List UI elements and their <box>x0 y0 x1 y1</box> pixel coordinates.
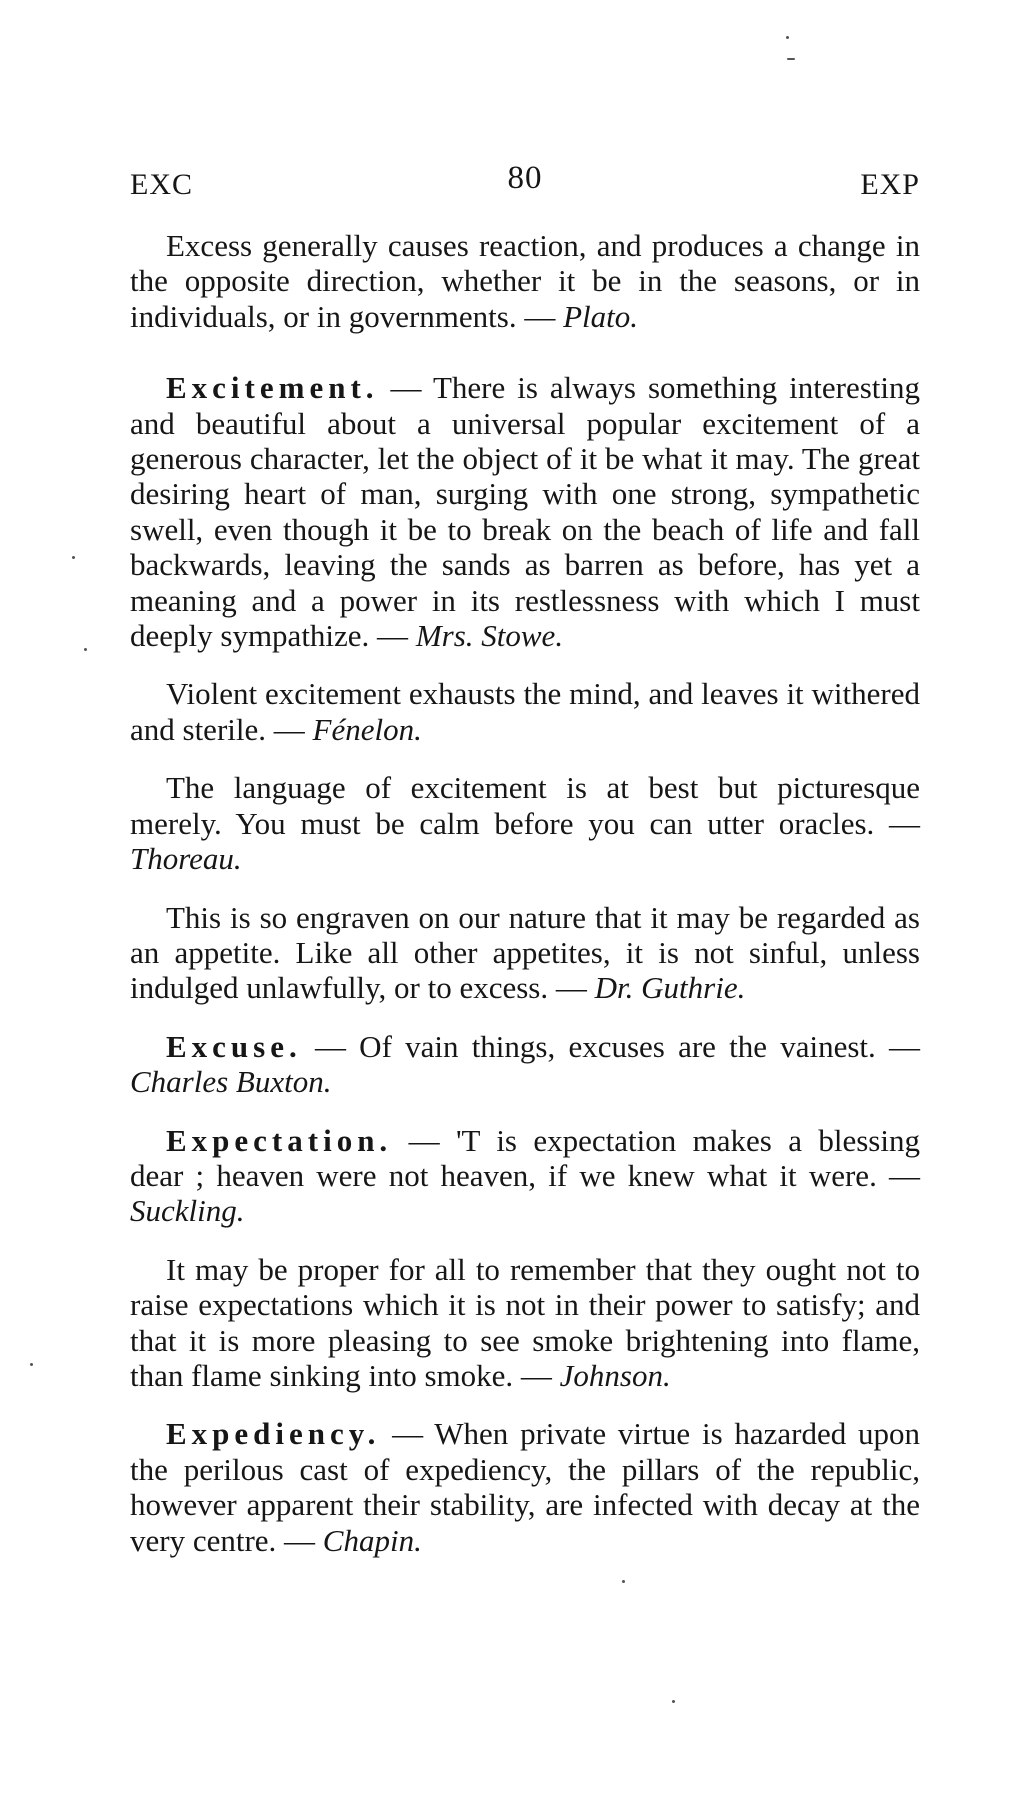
quotation-author: Chapin. <box>322 1522 422 1558</box>
entry-headword: Excitement. <box>166 370 379 406</box>
quotation-paragraph <box>130 676 920 747</box>
page-body <box>130 228 920 1558</box>
quotation-author: Mrs. Stowe. <box>415 618 564 654</box>
quotation-paragraph <box>130 770 920 876</box>
quotation-text: — 'T is expectation makes a blessing dear ; heaven were not heaven, if we knew what it were. — <box>130 1122 920 1193</box>
entry-headword: Excuse. <box>166 1028 302 1064</box>
ink-speck <box>30 1363 33 1366</box>
quotation-author: Charles Buxton. <box>130 1064 332 1100</box>
quotation-text: This is so engraven on our nature that it may be regarded as an appetite. Like all other appetites, it is not sinful, unless indulged unlawfully, or to excess. — <box>130 899 920 1006</box>
quotation-author: Dr. Guthrie. <box>594 970 746 1006</box>
entry-headword: Expectation. <box>166 1122 393 1158</box>
entry-paragraph-expectation <box>130 1123 920 1229</box>
page-number: 80 <box>507 160 543 196</box>
entry-headword: Expediency. <box>166 1416 381 1452</box>
quotation-paragraph <box>130 900 920 1006</box>
entry-paragraph-excitement <box>130 370 920 653</box>
header-left-guide-word: EXC <box>130 168 193 201</box>
entry-paragraph-excuse <box>130 1029 920 1100</box>
quotation-text: — Of vain things, excuses are the vainest. — <box>301 1028 920 1064</box>
quotation-text: — There is always something interesting and beautiful about a universal popular excitement of a generous character, let the object of it be what it may. The great desiring heart of man, surging with one strong, sympathetic swell, even though it be to break on the beach of life and fall backwards, leaving the sands as barren as before, has yet a meaning and a power in its restlessness with which I must deeply sympathize. — <box>130 370 920 654</box>
quotation-text: Violent excitement exhausts the mind, and leaves it withered and sterile. — <box>130 676 920 747</box>
quotation-author: Thoreau. <box>130 841 242 877</box>
quotation-text: The language of excitement is at best but picturesque merely. You must be calm before you can utter oracles. — <box>130 770 920 841</box>
ink-speck <box>84 648 87 651</box>
ink-speck <box>786 36 789 39</box>
entry-paragraph-expediency <box>130 1416 920 1558</box>
ink-speck <box>72 556 75 559</box>
quotation-author: Suckling. <box>130 1193 245 1229</box>
ink-speck <box>787 58 795 60</box>
ink-speck <box>622 1580 625 1583</box>
quotation-author: Plato. <box>563 298 639 334</box>
quotation-text: Excess generally causes reaction, and produces a change in the opposite direction, whether it be in the seasons, or in individuals, or in governments. — <box>130 228 920 334</box>
quotation-text: — When private virtue is hazarded upon the perilous cast of expediency, the pillars of the republic, however apparent their stability, are infected with decay at the very centre. — <box>130 1416 920 1558</box>
quotation-paragraph <box>130 228 920 334</box>
header-right-guide-word: EXP <box>860 168 920 201</box>
quotation-paragraph <box>130 1252 920 1394</box>
running-header <box>130 160 920 206</box>
ink-speck <box>672 1700 675 1703</box>
quotation-text: It may be proper for all to remember that they ought not to raise expectations which it is not in their power to satisfy; and that it is more pleasing to see smoke brightening into flame, than flame sinking into smoke. — <box>130 1251 920 1393</box>
quotation-author: Fénelon. <box>312 711 422 747</box>
quotation-author: Johnson. <box>559 1357 671 1393</box>
